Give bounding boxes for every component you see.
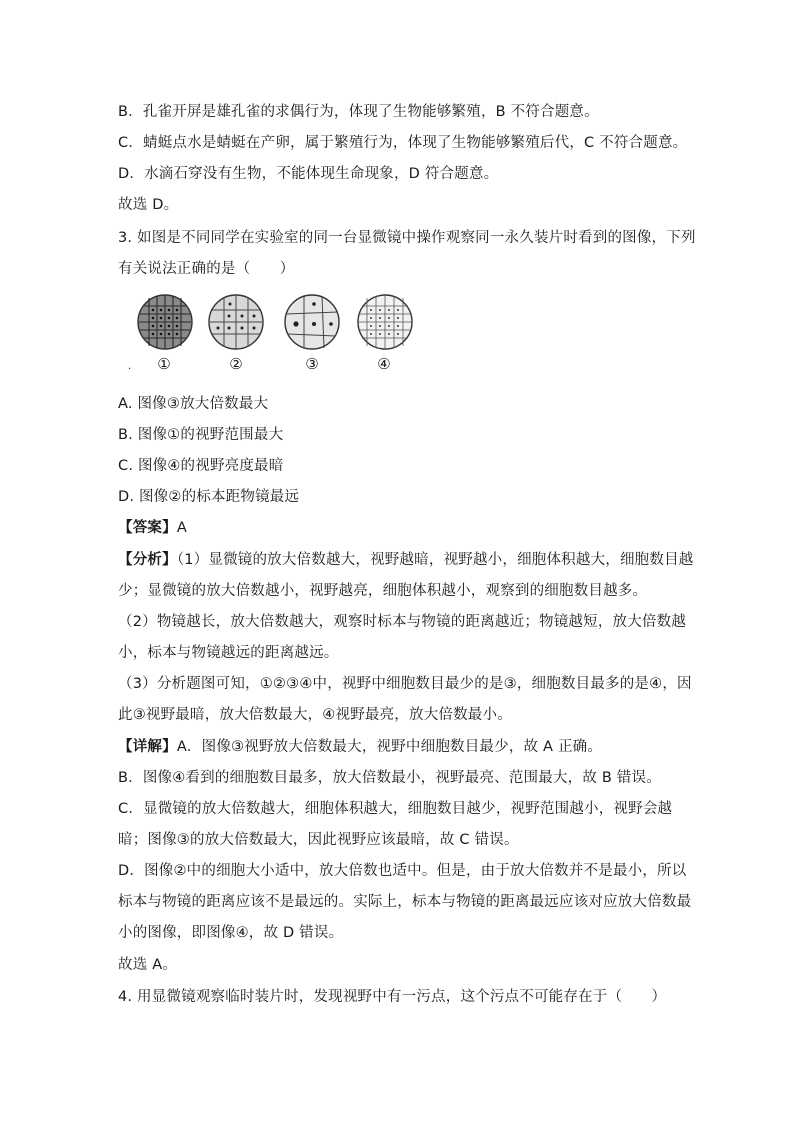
analysis-line-4: 小，标本与物镜越远的距离越远。 <box>118 645 339 661</box>
detail-line-6: 标本与物镜的距离应该不是最远的。实际上，标本与物镜的距离最远应该对应放大倍数最 <box>118 894 692 910</box>
analysis-line-2: 少；显微镜的放大倍数越小，视野越亮，细胞体积越小，观察到的细胞数目越多。 <box>118 583 648 599</box>
option-b: B. 图像①的视野范围最大 <box>118 427 284 443</box>
analysis-line-6: 此③视野最暗，放大倍数最大，④视野最亮，放大倍数最小。 <box>118 707 512 723</box>
analysis-line-5: （3）分析题图可知，①②③④中，视野中细胞数目最少的是③，细胞数目最多的是④，因 <box>118 676 692 692</box>
prev-option-c: C．蜻蜓点水是蜻蜓在产卵，属于繁殖行为，体现了生物能够繁殖后代，C 不符合题意。 <box>118 135 688 151</box>
view-1-label: ① <box>157 355 171 373</box>
microscope-views-figure <box>128 292 428 382</box>
prev-option-d: D．水滴石穿没有生物，不能体现生命现象，D 符合题意。 <box>118 166 499 182</box>
analysis-tag: 【分析】 <box>118 552 177 568</box>
option-c: C. 图像④的视野亮度最暗 <box>118 458 284 474</box>
view-4-label: ④ <box>377 355 391 373</box>
view-2 <box>209 295 263 349</box>
analysis-line-3: （2）物镜越长，放大倍数越大，观察时标本与物镜的距离越近；物镜越短，放大倍数越 <box>118 614 687 630</box>
detail-text-1: A．图像③视野放大倍数最大，视野中细胞数目最少，故 A 正确。 <box>176 739 603 755</box>
view-3-label: ③ <box>305 355 319 373</box>
analysis-line-1 <box>118 550 694 570</box>
view-2-label: ② <box>229 355 243 373</box>
detail-tag: 【详解】 <box>118 739 177 755</box>
detail-line-1 <box>118 737 602 757</box>
answer-tag: 【答案】 <box>118 520 177 536</box>
view-1 <box>138 295 192 349</box>
answer-line <box>118 518 187 538</box>
prev-option-b: B．孔雀开屏是雄孔雀的求偶行为，体现了生物能够繁殖，B 不符合题意。 <box>118 104 599 120</box>
question-3-line-1: 3. 如图是不同同学在实验室的同一台显微镜中操作观察同一永久装片时看到的图像，下列 <box>118 230 696 246</box>
detail-line-5: D．图像②中的细胞大小适中，放大倍数也适中。但是，由于放大倍数并不是最小，所以 <box>118 863 687 879</box>
prev-conclusion: 故选 D。 <box>118 197 179 213</box>
detail-line-3: C．显微镜的放大倍数越大，细胞体积越大，细胞数目越少，视野范围越小，视野会越 <box>118 801 673 817</box>
microscope-views-svg <box>128 292 428 354</box>
analysis-text-1: （1）显微镜的放大倍数越大，视野越暗，视野越小，细胞体积越大，细胞数目越 <box>176 552 694 568</box>
detail-line-4: 暗；图像③的放大倍数最大，因此视野应该最暗，故 C 错误。 <box>118 832 519 848</box>
option-a: A. 图像③放大倍数最大 <box>118 396 269 412</box>
detail-line-2: B．图像④看到的细胞数目最多，放大倍数最小，视野最亮、范围最大，故 B 错误。 <box>118 770 661 786</box>
answer-value: A <box>176 520 187 536</box>
option-d: D. 图像②的标本距物镜最远 <box>118 489 300 505</box>
detail-line-7: 小的图像，即图像④，故 D 错误。 <box>118 925 344 941</box>
figure-mark: · <box>128 364 132 375</box>
view-4 <box>358 295 412 349</box>
question-4: 4. 用显微镜观察临时装片时，发现视野中有一污点，这个污点不可能存在于（ ） <box>118 989 667 1005</box>
view-3 <box>285 295 339 349</box>
question-3-line-2: 有关说法正确的是（ ） <box>118 261 295 277</box>
detail-conclusion: 故选 A。 <box>118 957 178 973</box>
